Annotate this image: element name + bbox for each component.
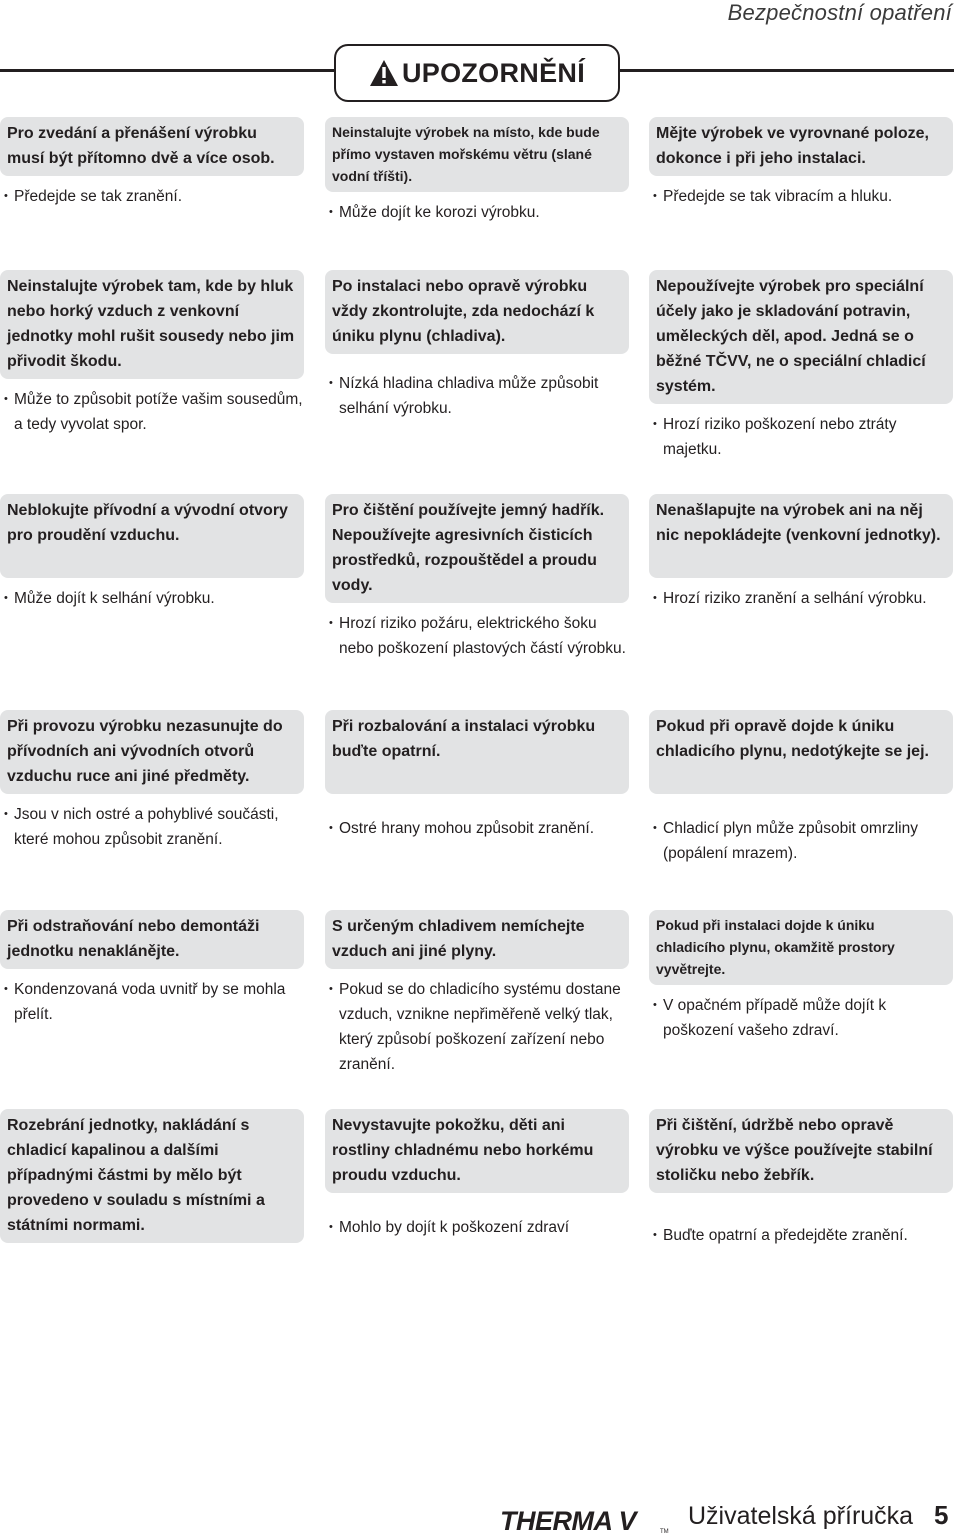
caution-card: [0, 117, 304, 209]
caution-card: [325, 710, 629, 841]
card-bullet: • Může dojít k selhání výrobku.: [4, 590, 215, 607]
caution-card: [0, 910, 304, 1027]
card-bullet: • Hrozí riziko poškození nebo ztráty majetku.: [653, 416, 897, 458]
card-title: Pokud při opravě dojde k úniku chladicího plynu, nedotýkejte se jej.: [649, 710, 953, 794]
therma-v-logo: [500, 1500, 672, 1534]
card-title: Pokud při instalaci dojde k úniku chladicího plynu, okamžitě prostory vyvětrejte.: [649, 910, 953, 985]
card-bullet: • Chladicí plyn může způsobit omrzliny (popálení mrazem).: [653, 820, 918, 862]
caution-card: [325, 494, 629, 661]
card-title: Nevystavujte pokožku, děti ani rostliny chladnému nebo horkému proudu vzduchu.: [325, 1109, 629, 1193]
card-bullet: • Buďte opatrní a předejděte zranění.: [653, 1227, 908, 1244]
card-title: S určeným chladivem nemíchejte vzduch ani jiné plyny.: [325, 910, 629, 969]
card-bullet: • Ostré hrany mohou způsobit zranění.: [329, 820, 595, 837]
card-title: Nenašlapujte na výrobek ani na něj nic nepokládejte (venkovní jednotky).: [649, 494, 953, 578]
card-title: Neinstalujte výrobek na místo, kde bude přímo vystaven mořskému větru (slané vodní tříšti).: [325, 117, 629, 192]
card-bullet: • Mohlo by dojít k poškození zdraví: [329, 1219, 570, 1236]
card-bullet: • Může dojít ke korozi výrobku.: [329, 204, 540, 221]
caution-card: [325, 1109, 629, 1240]
caution-card: [325, 910, 629, 1077]
banner-title: UPOZORNĚNÍ: [401, 57, 585, 88]
card-title: Pro čištění používejte jemný hadřík. Nepoužívejte agresivních čisticích prostředků, rozpouštědel a proudu vody.: [325, 494, 629, 603]
card-bullet: • Předejde se tak vibracím a hluku.: [653, 188, 893, 205]
caution-card: [649, 117, 953, 209]
card-bullet: • Kondenzovaná voda uvnitř by se mohla přelít.: [4, 981, 286, 1023]
card-bullet: • Nízká hladina chladiva může způsobit selhání výrobku.: [329, 375, 599, 417]
card-title: Pro zvedání a přenášení výrobku musí být přítomno dvě a více osob.: [0, 117, 304, 176]
caution-card: [649, 1109, 953, 1248]
caution-card: [0, 1109, 304, 1243]
card-bullet: • V opačném případě může dojít k poškození vašeho zdraví.: [653, 997, 887, 1039]
caution-card: [325, 117, 629, 225]
caution-card: [649, 910, 953, 1043]
caution-card: [649, 494, 953, 611]
caution-card: [649, 270, 953, 462]
card-bullet: • Jsou v nich ostré a pohyblivé součásti, které mohou způsobit zranění.: [4, 806, 279, 848]
svg-text:THERMA V: THERMA V: [500, 1506, 636, 1534]
card-title: Neblokujte přívodní a vývodní otvory pro proudění vzduchu.: [0, 494, 304, 578]
card-bullet: • Hrozí riziko zranění a selhání výrobku.: [653, 590, 927, 607]
card-bullet: • Hrozí riziko požáru, elektrického šoku nebo poškození plastových částí výrobku.: [329, 615, 626, 657]
card-title: Neinstalujte výrobek tam, kde by hluk nebo horký vzduch z venkovní jednotky mohl rušit sousedy nebo jim přivodit škodu.: [0, 270, 304, 379]
caution-banner: [334, 44, 620, 102]
caution-card: [0, 710, 304, 852]
section-title: Bezpečnostní opatření: [727, 0, 952, 25]
warning-triangle-icon: [369, 59, 399, 87]
caution-card: [0, 494, 304, 611]
card-bullet: • Předejde se tak zranění.: [4, 188, 183, 205]
card-title: Při provozu výrobku nezasunujte do přívodních ani vývodních otvorů vzduchu ruce ani jiné předměty.: [0, 710, 304, 794]
card-title: Rozebrání jednotky, nakládání s chladicí kapalinou a dalšími případnými částmi by mělo být provedeno v souladu s místními a státními normami.: [0, 1109, 304, 1243]
svg-text:TM: TM: [660, 1529, 669, 1534]
card-title: Po instalaci nebo opravě výrobku vždy zkontrolujte, zda nedochází k úniku plynu (chladiva).: [325, 270, 629, 354]
card-bullet: • Pokud se do chladicího systému dostane vzduch, vznikne nepřiměřeně velký tlak, který způsobí poškození zařízení nebo zranění.: [329, 981, 621, 1073]
caution-card: [325, 270, 629, 421]
card-title: Při rozbalování a instalaci výrobku buďte opatrní.: [325, 710, 629, 794]
user-guide-label: Uživatelská příručka: [688, 1502, 914, 1530]
page-number: 5: [934, 1500, 949, 1530]
caution-card: [649, 710, 953, 866]
caution-card: [0, 270, 304, 437]
card-title: Při čištění, údržbě nebo opravě výrobku ve výšce používejte stabilní stoličku nebo žebřík.: [649, 1109, 953, 1193]
card-title: Mějte výrobek ve vyrovnané poloze, dokonce i při jeho instalaci.: [649, 117, 953, 176]
card-title: Nepoužívejte výrobek pro speciální účely jako je skladování potravin, uměleckých děl, apod. Jedná se o běžné TČVV, ne o speciální chladicí systém.: [649, 270, 953, 404]
card-title: Při odstraňování nebo demontáži jednotku nenaklánějte.: [0, 910, 304, 969]
card-bullet: • Může to způsobit potíže vašim sousedům, a tedy vyvolat spor.: [4, 391, 303, 433]
